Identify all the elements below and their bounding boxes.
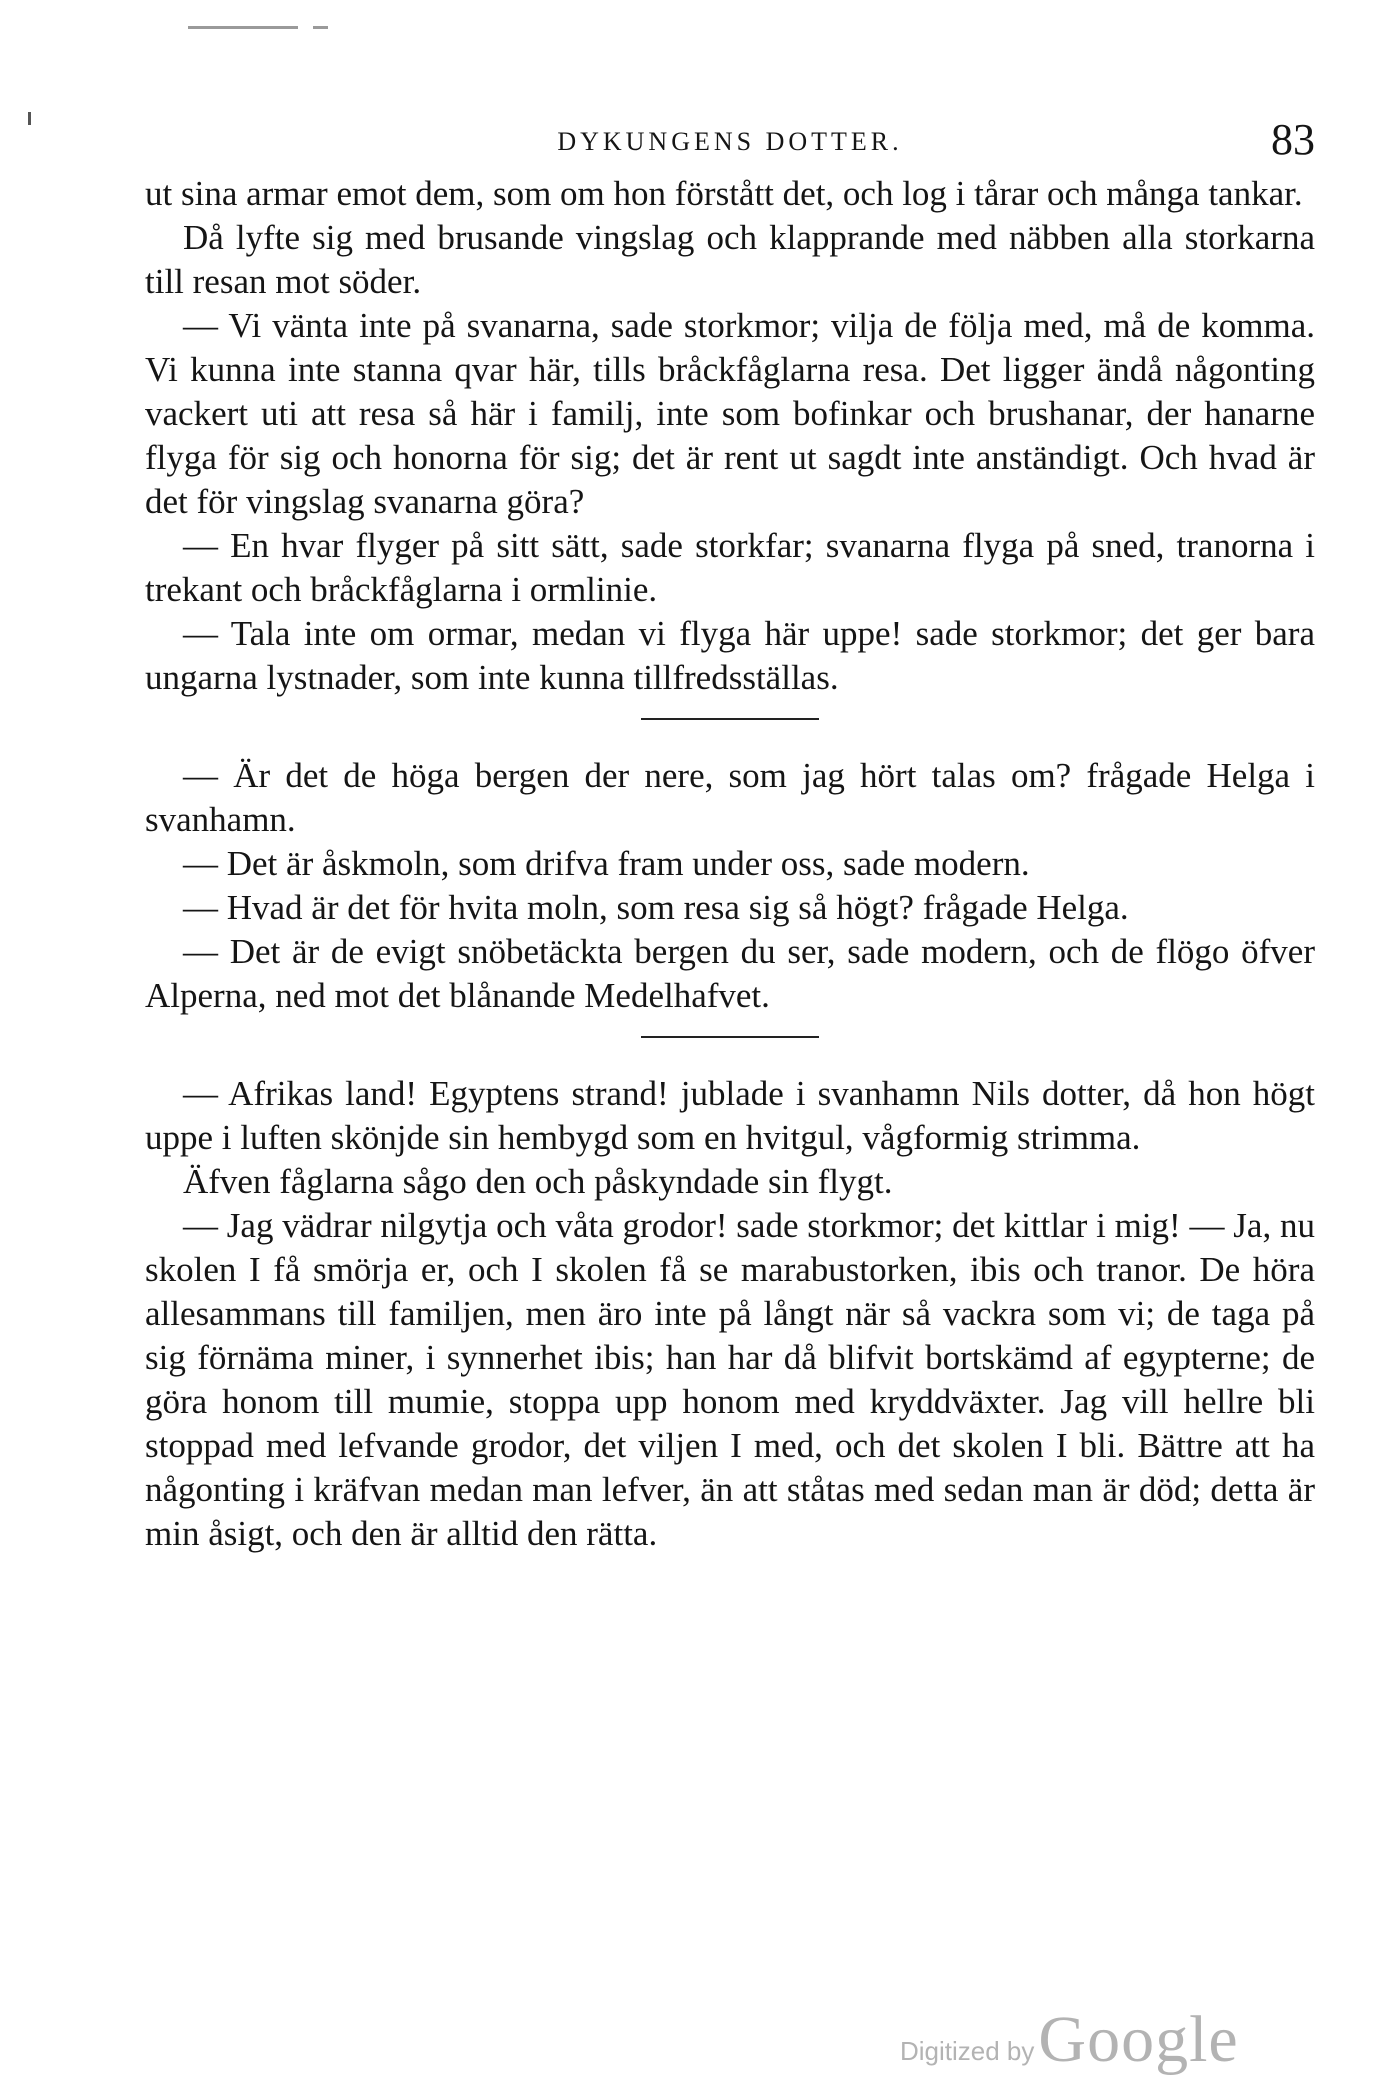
running-header — [145, 115, 1315, 164]
dialogue-paragraph: — Tala inte om ormar, medan vi flyga här uppe! sade storkmor; det ger bara ungarna lystnader, som inte kunna tillfredsställas. — [145, 614, 1315, 697]
dialogue-paragraph: — Jag vädrar nilgytja och våta grodor! sade storkmor; det kittlar i mig! — Ja, nu skolen I få smörja er, och I skolen få se marabustorken, ibis och tranor. De höra allesammans till familjen, men äro inte på långt när så vackra som vi; de taga på sig förnäma miner, i synnerhet ibis; han har då blifvit bortskämd af egypterne; de göra honom till mumie, stoppa upp honom med kryddväxter. Jag vill hellre bli stoppad med lefvande grodor, det viljen I med, och det skolen I bli. Bättre att ha någonting i kräfvan medan man lefver, än att ståtas med sedan man är död; detta är min åsigt, och den är alltid den rätta. — [145, 1206, 1315, 1553]
paragraph: Då lyfte sig med brusande vingslag och klapprande med näbben alla storkarna till resan mot söder. — [145, 218, 1315, 301]
scan-artifact-mark — [188, 26, 343, 29]
section-divider-rule — [641, 1036, 819, 1038]
paragraph: ut sina armar emot dem, som om hon förstått det, och log i tårar och många tankar. — [145, 174, 1303, 213]
dialogue-paragraph: — Det är åskmoln, som drifva fram under oss, sade modern. — [183, 844, 1030, 883]
watermark-prefix: Digitized by — [900, 2036, 1035, 2066]
scan-edge-tick — [28, 112, 31, 125]
dialogue-paragraph: — En hvar flyger på sitt sätt, sade storkfar; svanarna flyga på sned, tranorna i trekant och bråckfåglarna i ormlinie. — [145, 526, 1315, 609]
running-title: DYKUNGENS DOTTER. — [557, 127, 903, 156]
dialogue-paragraph: — Det är de evigt snöbetäckta bergen du ser, sade modern, och de flögo öfver Alperna, ned mot det blånande Medelhafvet. — [145, 932, 1315, 1015]
page-body-text — [145, 172, 1315, 1556]
dialogue-paragraph: — Är det de höga bergen der nere, som jag hört talas om? frågade Helga i svanhamn. — [145, 756, 1315, 839]
dialogue-paragraph: — Vi vänta inte på svanarna, sade storkmor; vilja de följa med, må de komma. Vi kunna inte stanna qvar här, tills bråckfåglarna resa. Det ligger ändå någonting vackert uti att resa så här i familj, inte som bofinkar och brushanar, der hanarne flyga för sig och honorna för sig; det är rent ut sagdt inte anständigt. Och hvad är det för vingslag svanarna göra? — [145, 306, 1315, 521]
page-number: 83 — [1271, 115, 1315, 164]
paragraph: Äfven fåglarna sågo den och påskyndade sin flygt. — [183, 1162, 893, 1201]
dialogue-paragraph: — Afrikas land! Egyptens strand! jublade i svanhamn Nils dotter, då hon högt uppe i luften skönjde sin hembygd som en hvitgul, vågformig strimma. — [145, 1074, 1315, 1157]
section-divider-rule — [641, 718, 819, 720]
digitized-by-google-watermark — [900, 1995, 1239, 2075]
google-logo: Google — [1038, 2003, 1239, 2076]
dialogue-paragraph: — Hvad är det för hvita moln, som resa sig så högt? frågade Helga. — [183, 888, 1129, 927]
